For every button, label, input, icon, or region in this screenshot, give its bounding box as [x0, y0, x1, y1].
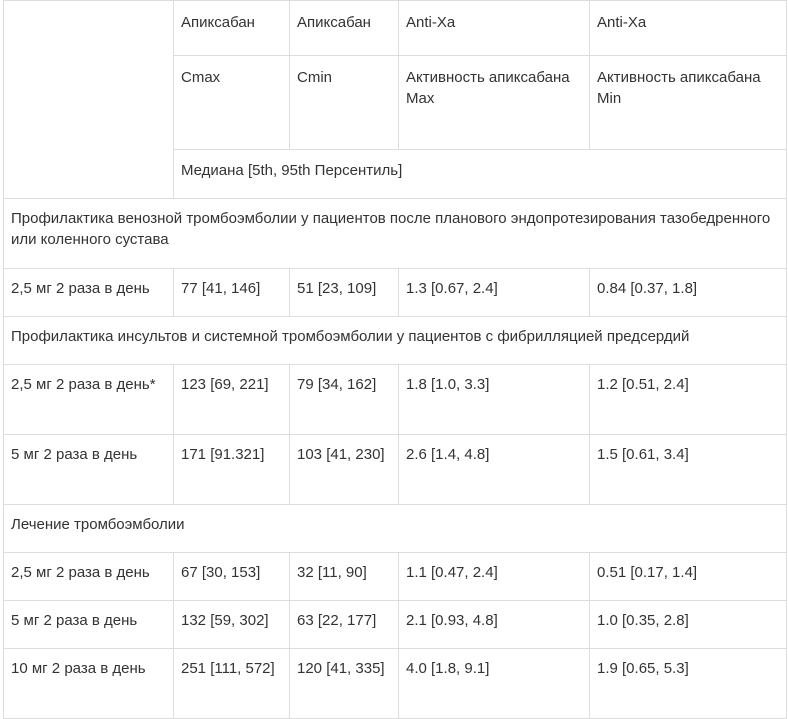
- pharmacokinetics-table: [3, 0, 787, 719]
- header-cell: Активность апиксабана Max: [399, 56, 590, 150]
- value-cell: 103 [41, 230]: [290, 435, 399, 505]
- header-corner-cell: [4, 1, 174, 199]
- value-cell: 132 [59, 302]: [174, 601, 290, 649]
- median-note-cell: Медиана [5th, 95th Персентиль]: [174, 150, 787, 199]
- header-row-drug: [4, 1, 787, 56]
- value-cell: 1.8 [1.0, 3.3]: [399, 365, 590, 435]
- value-cell: 1.1 [0.47, 2.4]: [399, 553, 590, 601]
- dose-cell: 5 мг 2 раза в день: [4, 435, 174, 505]
- header-cell: Cmin: [290, 56, 399, 150]
- section-title: Лечение тромбоэмболии: [4, 505, 787, 553]
- table-row: [4, 553, 787, 601]
- section-title-row: [4, 317, 787, 365]
- table-row: [4, 435, 787, 505]
- header-cell: Активность апиксабана Min: [590, 56, 787, 150]
- value-cell: 79 [34, 162]: [290, 365, 399, 435]
- table-row: [4, 649, 787, 719]
- value-cell: 1.2 [0.51, 2.4]: [590, 365, 787, 435]
- header-cell: Cmax: [174, 56, 290, 150]
- section-title: Профилактика венозной тромбоэмболии у пациентов после планового эндопротезирования тазобедренного или коленного сустава: [4, 199, 787, 269]
- value-cell: 4.0 [1.8, 9.1]: [399, 649, 590, 719]
- value-cell: 32 [11, 90]: [290, 553, 399, 601]
- value-cell: 1.3 [0.67, 2.4]: [399, 269, 590, 317]
- dose-cell: 10 мг 2 раза в день: [4, 649, 174, 719]
- value-cell: 0.51 [0.17, 1.4]: [590, 553, 787, 601]
- value-cell: 63 [22, 177]: [290, 601, 399, 649]
- value-cell: 120 [41, 335]: [290, 649, 399, 719]
- value-cell: 1.0 [0.35, 2.8]: [590, 601, 787, 649]
- value-cell: 1.5 [0.61, 3.4]: [590, 435, 787, 505]
- section-title-row: [4, 199, 787, 269]
- value-cell: 1.9 [0.65, 5.3]: [590, 649, 787, 719]
- section-title-row: [4, 505, 787, 553]
- value-cell: 67 [30, 153]: [174, 553, 290, 601]
- value-cell: 2.1 [0.93, 4.8]: [399, 601, 590, 649]
- header-cell: Апиксабан: [174, 1, 290, 56]
- dose-cell: 2,5 мг 2 раза в день: [4, 269, 174, 317]
- value-cell: 123 [69, 221]: [174, 365, 290, 435]
- header-cell: Anti-Xa: [399, 1, 590, 56]
- value-cell: 251 [111, 572]: [174, 649, 290, 719]
- value-cell: 77 [41, 146]: [174, 269, 290, 317]
- table-row: [4, 269, 787, 317]
- dose-cell: 5 мг 2 раза в день: [4, 601, 174, 649]
- value-cell: 0.84 [0.37, 1.8]: [590, 269, 787, 317]
- section-title: Профилактика инсультов и системной тромбоэмболии у пациентов с фибрилляцией предсердий: [4, 317, 787, 365]
- table-row: [4, 365, 787, 435]
- value-cell: 2.6 [1.4, 4.8]: [399, 435, 590, 505]
- header-cell: Апиксабан: [290, 1, 399, 56]
- header-cell: Anti-Xa: [590, 1, 787, 56]
- value-cell: 171 [91.321]: [174, 435, 290, 505]
- dose-cell: 2,5 мг 2 раза в день*: [4, 365, 174, 435]
- dose-cell: 2,5 мг 2 раза в день: [4, 553, 174, 601]
- value-cell: 51 [23, 109]: [290, 269, 399, 317]
